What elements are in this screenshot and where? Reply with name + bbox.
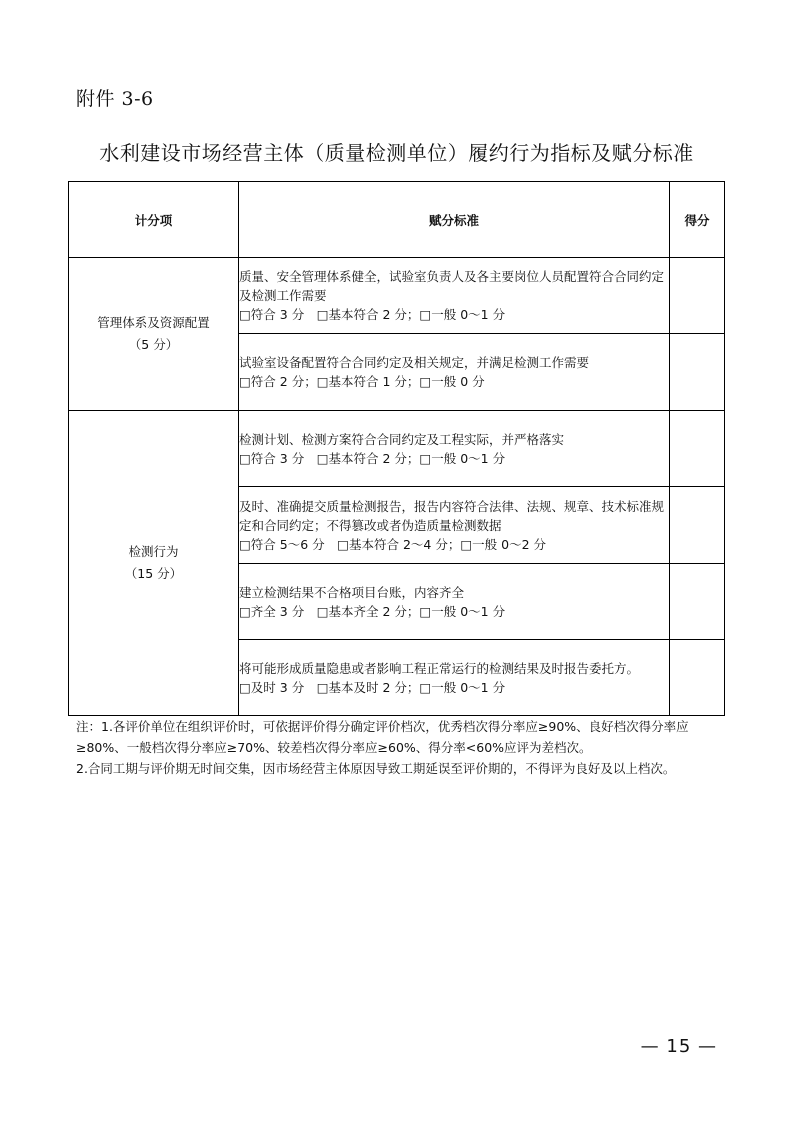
criterion-cell [239,334,670,411]
criterion-description: 试验室设备配置符合合同约定及相关规定，并满足检测工作需要 [239,355,590,370]
criterion-cell [239,640,670,716]
table-row [69,411,725,487]
score-input-cell[interactable] [670,411,725,487]
note-1: 注：1.各评价单位在组织评价时，可依据评价得分确定评价档次，优秀档次得分率应≥90%、良好档次得分率应≥80%、一般档次得分率应≥70%、较差档次得分率应≥60%、得分率<60%应评为差档次。 [76,719,689,755]
criterion-options: □符合 2 分；□基本符合 1 分；□一般 0 分 [239,374,485,389]
category-name: 检测行为 [128,544,179,559]
criterion-cell [239,564,670,640]
criterion-cell [239,258,670,334]
table-row [69,258,725,334]
category-points: （15 分） [124,566,183,581]
criterion-description: 检测计划、检测方案符合合同约定及工程实际，并严格落实 [239,431,565,447]
header-item: 计分项 [69,182,239,258]
category-name: 管理体系及资源配置 [97,315,210,330]
criterion-options: □齐全 3 分 □基本齐全 2 分；□一般 0～1 分 [239,603,506,619]
score-input-cell[interactable] [670,564,725,640]
criterion-options: □符合 5～6 分 □基本符合 2～4 分；□一般 0～2 分 [239,536,546,552]
score-input-cell[interactable] [670,640,725,716]
note-2: 2.合同工期与评价期无时间交集，因市场经营主体原因导致工期延误至评价期的，不得评为良好及以上档次。 [76,761,676,776]
criterion-options: □符合 3 分 □基本符合 2 分；□一般 0～1 分 [239,307,506,322]
table-header-row [69,182,725,258]
score-input-cell[interactable] [670,334,725,411]
page-number: — 15 — [640,1036,717,1057]
category-points: （5 分） [128,337,179,352]
category-cell-management [69,258,239,411]
scoring-table [68,181,725,716]
attachment-label: 附件 3-6 [76,88,154,110]
header-score: 得分 [670,182,725,258]
score-input-cell[interactable] [670,487,725,564]
criterion-description: 建立检测结果不合格项目台账，内容齐全 [239,584,465,600]
criterion-cell [239,487,670,564]
criterion-description: 将可能形成质量隐患或者影响工程正常运行的检测结果及时报告委托方。 [239,660,640,676]
criterion-description: 及时、准确提交质量检测报告，报告内容符合法律、法规、规章、技术标准规定和合同约定；不得篡改或者伪造质量检测数据 [239,498,665,533]
header-standard: 赋分标准 [239,182,670,258]
category-cell-testing [69,411,239,716]
criterion-description: 质量、安全管理体系健全，试验室负责人及各主要岗位人员配置符合合同约定及检测工作需要 [239,269,665,303]
criterion-options: □及时 3 分 □基本及时 2 分；□一般 0～1 分 [239,679,506,695]
notes-section [76,716,726,779]
criterion-cell [239,411,670,487]
score-input-cell[interactable] [670,258,725,334]
criterion-options: □符合 3 分 □基本符合 2 分；□一般 0～1 分 [239,450,506,466]
document-title: 水利建设市场经营主体（质量检测单位）履约行为指标及赋分标准 [99,141,694,165]
